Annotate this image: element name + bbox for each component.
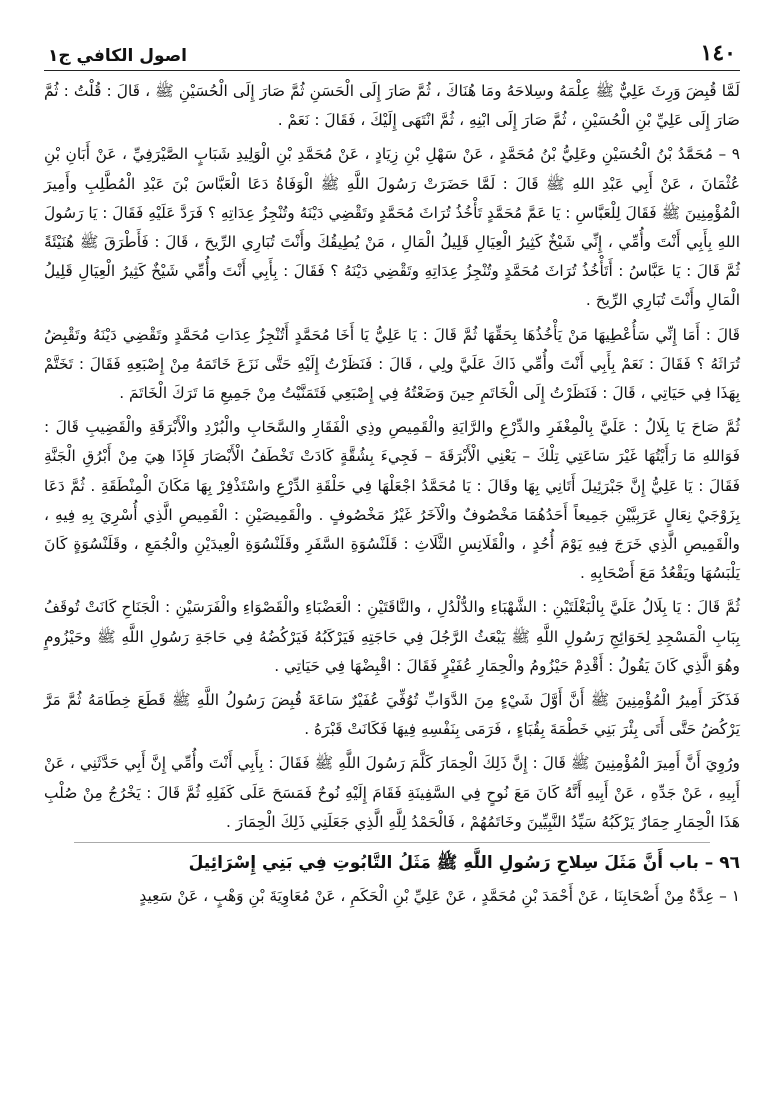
paragraph: ٩ – مُحَمَّدُ بْنُ الْحُسَيْنِ وعَلِيُّ بْنُ مُحَمَّدٍ ، عَنْ سَهْلِ بْنِ زِيَادٍ ، عَنْ مُحَمَّدِ بْنِ الْوَلِيدِ شَبَابٍ الصَّيْرَفِيِّ ، عَنْ أَبَانِ بْنِ عُثْمَانَ ، عَنْ أَبِي عَبْدِ اللهِ ﷺ قَالَ : لَمَّا حَضَرَتْ رَسُولَ اللَّهِ ﷺ الْوَفَاةُ دَعَا الْعَبَّاسَ بْنَ عَبْدِ الْمُطَّلِبِ وأَمِيرَ الْمُؤْمِنِينَ ﷺ فَقَالَ لِلْعَبَّاسِ : يَا عَمَّ مُحَمَّدٍ تَأْخُذُ تُرَاثَ مُحَمَّدٍ وتَقْضِي دَيْنَهُ وتُنْجِزُ عِدَاتِهِ ؟ فَرَدَّ عَلَيْهِ فَقَالَ : يَا رَسُولَ اللهِ بِأَبِي أَنْتَ وأُمِّي ، إِنِّي شَيْخٌ كَثِيرُ الْعِيَالِ قَلِيلُ الْمَالِ ، مَنْ يُطِيقُكَ وأَنْتَ تُبَارِي الرِّيحَ ، قَالَ : فَأَطْرَقَ ﷺ هُنَيْئَةً ثُمَّ قَالَ : يَا عَبَّاسُ : أَتَأْخُذُ تُرَاثَ مُحَمَّدٍ وتُنْجِزُ عِدَاتِهِ وتَقْضِي دَيْنَهُ ؟ فَقَالَ : بِأَبِي أَنْتَ وأُمِّي شَيْخٌ كَثِيرُ الْعِيَالِ قَلِيلُ الْمَالِ وأَنْتَ تُبَارِي الرِّيحَ .	[44, 145, 740, 310]
paragraph: فَذَكَرَ أَمِيرُ الْمُؤْمِنِينَ ﷺ أَنَّ أَوَّلَ شَيْءٍ مِنَ الدَّوَابِّ تُوُفِّيَ عُفَيْرٌ سَاعَةَ قُبِضَ رَسُولُ اللَّهِ ﷺ قَطَعَ خِطَامَهُ ثُمَّ مَرَّ يَرْكُضُ حَتَّى أَتَى بِئْرَ بَنِي خَطْمَةَ بِقُبَاءٍ ، فَرَمَى بِنَفْسِهِ فِيهَا فَكَانَتْ قَبْرَهُ .	[44, 691, 740, 739]
paragraph: قَالَ : أَمَا إِنِّي سَأُعْطِيهَا مَنْ يَأْخُذُهَا بِحَقِّهَا ثُمَّ قَالَ : يَا عَلِيُّ يَا أَخَا مُحَمَّدٍ أَتُنْجِزُ عِدَاتِ مُحَمَّدٍ وتَقْضِي دَيْنَهُ وتَقْبِضُ تُرَاثَهُ ؟ فَقَالَ : نَعَمْ بِأَبِي أَنْتَ وأُمِّي ذَاكَ عَلَيَّ ولِي ، قَالَ : فَنَظَرْتُ إِلَيْهِ حَتَّى نَزَعَ خَاتَمَهُ مِنْ إِصْبَعِهِ فَقَالَ : تَخَتَّمْ بِهَذَا فِي حَيَاتِي ، قَالَ : فَنَظَرْتُ إِلَى الْخَاتَمِ حِينَ وَضَعْتُهُ فِي إِصْبَعِي فَتَمَنَّيْتُ مِنْ جَمِيعِ مَا تَرَكَ الْخَاتَمَ .	[44, 325, 740, 403]
paragraph: ١ – عِدَّةٌ مِنْ أَصْحَابِنَا ، عَنْ أَحْمَدَ بْنِ مُحَمَّدٍ ، عَنْ عَلِيِّ بْنِ الْحَكَمِ ، عَنْ مُعَاوِيَةَ بْنِ وَهْبٍ ، عَنْ سَعِيدٍ	[139, 887, 740, 906]
paragraph: لَمَّا قُبِضَ وَرِثَ عَلِيٌّ ﷺ عِلْمَهُ وسِلاحَهُ ومَا هُنَاكَ ، ثُمَّ صَارَ إِلَى الْحَسَنِ ثُمَّ صَارَ إِلَى الْحُسَيْنِ ﷺ ، قَالَ : قُلْتُ : ثُمَّ صَارَ إِلَى عَلِيِّ بْنِ الْحُسَيْنِ ، ثُمَّ صَارَ إِلَى ابْنِهِ ، ثُمَّ انْتَهَى إِلَيْكَ ، فَقَالَ : نَعَمْ .	[44, 82, 740, 130]
page-body	[44, 77, 740, 911]
book-title: اصول الكافي ج١	[48, 46, 187, 66]
page-header	[44, 38, 740, 66]
section-divider	[74, 842, 710, 843]
chapter-heading: ٩٦ – باب أَنَّ مَثَلَ سِلاحِ رَسُولِ اللَّهِ ﷺ مَثَلُ التَّابُوتِ فِي بَنِي إِسْرَائِيلَ	[188, 853, 740, 874]
page-number: ١٤٠	[700, 40, 736, 66]
paragraph: ثُمَّ صَاحَ يَا بِلَالُ : عَلَيَّ بِالْمِغْفَرِ والدِّرْعِ والرَّايَةِ والْقَمِيصِ وذِي الْفَقَارِ والسَّحَابِ والْبُرْدِ والْأَبْرَقَةِ والْقَضِيبِ قَالَ : فَوَاللهِ مَا رَأَيْتُهَا غَيْرَ سَاعَتِي تِلْكَ – يَعْنِي الْأَبْرَقَةَ – فَجِيءَ بِشُقَّةٍ كَادَتْ تَخْطَفُ الْأَبْصَارَ فَإِذَا هِيَ مِنْ أَبْرُقِ الْجَنَّةِ فَقَالَ : يَا عَلِيُّ إِنَّ جَبْرَئِيلَ أَتَانِي بِهَا وقَالَ : يَا مُحَمَّدُ اجْعَلْهَا فِي حَلْقَةِ الدِّرْعِ واسْتَذْفِرْ بِهَا مَكَانَ الْمِنْطَقَةِ . ثُمَّ دَعَا بِزَوْجَيْ نِعَالٍ عَرَبِيَّيْنِ جَمِيعاً أَحَدُهُمَا مَخْصُوفٌ والْآخَرُ غَيْرُ مَخْصُوفٍ . والْقَمِيصَيْنِ : الْقَمِيصِ الَّذِي أُسْرِيَ بِهِ فِيهِ ، والْقَمِيصِ الَّذِي خَرَجَ فِيهِ يَوْمَ أُحُدٍ ، والْقَلَانِسِ الثَّلَاثِ : قَلَنْسُوَةِ السَّفَرِ وقَلَنْسُوَةِ الْعِيدَيْنِ والْجُمَعِ ، وقَلَنْسُوَةٍ كَانَ يَلْبَسُهَا ويَقْعُدُ مَعَ أَصْحَابِهِ .	[44, 418, 740, 583]
header-divider	[44, 70, 740, 71]
paragraph: ثُمَّ قَالَ : يَا بِلَالُ عَلَيَّ بِالْبَغْلَتَيْنِ : الشَّهْبَاءِ والدُّلْدُلِ ، والنَّاقَتَيْنِ : الْعَضْبَاءِ والْقَصْوَاءِ والْفَرَسَيْنِ : الْجَنَاحِ كَانَتْ تُوقَفُ بِبَابِ الْمَسْجِدِ لِحَوَائِجِ رَسُولِ اللَّهِ ﷺ يَبْعَثُ الرَّجُلَ فِي حَاجَتِهِ فَيَرْكَبُهُ فَيَرْكُضُهُ فِي حَاجَةِ رَسُولِ اللَّهِ ﷺ وحَيْزُومٍ وهُوَ الَّذِي كَانَ يَقُولُ : أَقْدِمْ حَيْزُومُ والْحِمَارِ عُفَيْرٍ فَقَالَ : اقْبِضْهَا فِي حَيَاتِي .	[44, 598, 740, 675]
paragraph: ورُوِيَ أَنَّ أَمِيرَ الْمُؤْمِنِينَ ﷺ قَالَ : إِنَّ ذَلِكَ الْحِمَارَ كَلَّمَ رَسُولَ اللَّهِ ﷺ فَقَالَ : بِأَبِي أَنْتَ وأُمِّي إِنَّ أَبِي حَدَّثَنِي ، عَنْ أَبِيهِ ، عَنْ جَدِّهِ ، عَنْ أَبِيهِ أَنَّهُ كَانَ مَعَ نُوحٍ فِي السَّفِينَةِ فَقَامَ إِلَيْهِ نُوحٌ فَمَسَحَ عَلَى كَفَلِهِ ثُمَّ قَالَ : يَخْرُجُ مِنْ صُلْبِ هَذَا الْحِمَارِ حِمَارٌ يَرْكَبُهُ سَيِّدُ النَّبِيِّينَ وخَاتَمُهُمْ ، فَالْحَمْدُ لِلَّهِ الَّذِي جَعَلَنِي ذَلِكَ الْحِمَارَ .	[44, 754, 740, 831]
